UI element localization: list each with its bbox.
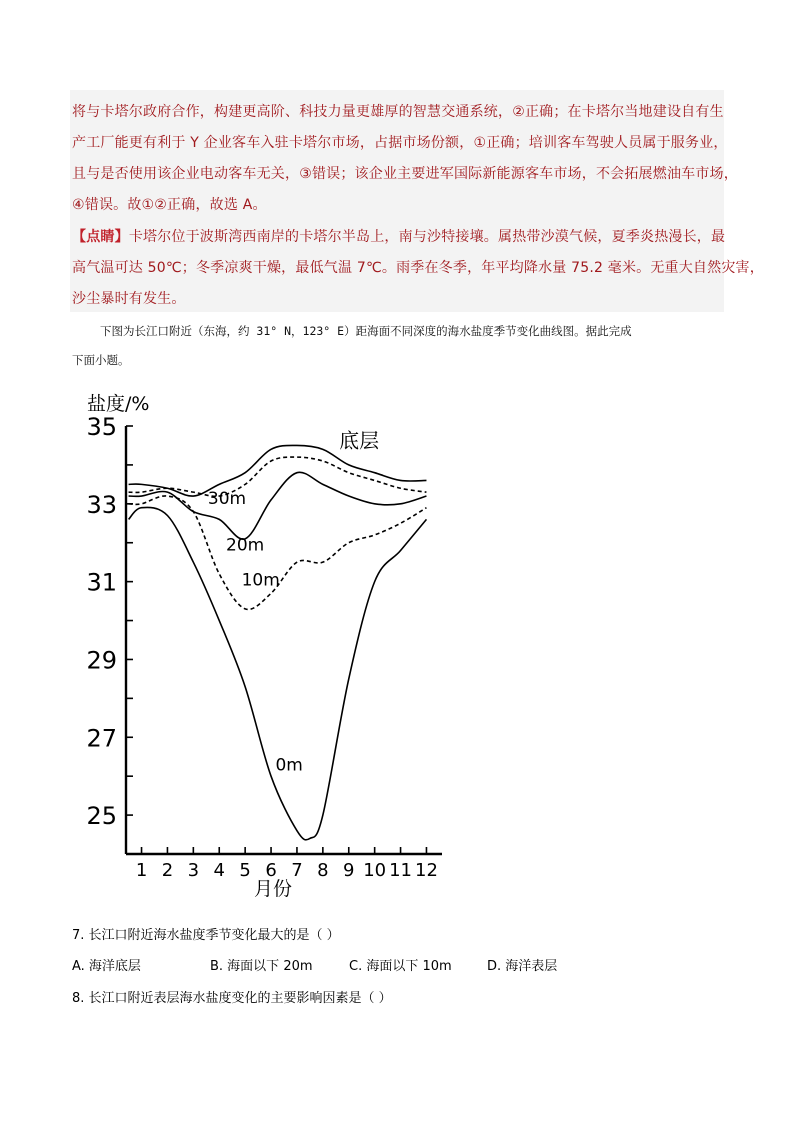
- series-label-20m: 20m: [226, 535, 265, 556]
- tip-line-1: [72, 226, 725, 246]
- y-tick-label: 33: [86, 490, 117, 519]
- q7-option-a[interactable]: A. 海洋底层: [72, 959, 141, 974]
- series-line-20m: [129, 472, 427, 539]
- x-axis-label: 月份: [254, 878, 293, 900]
- x-tick-label: 3: [187, 860, 200, 881]
- tip-line-3: 沙尘暴时有发生。: [72, 291, 186, 307]
- tip-label: 【点睛】: [72, 229, 129, 245]
- series-labels: [208, 428, 379, 775]
- tip-text-1: 卡塔尔位于波斯湾西南岸的卡塔尔半岛上，南与沙特接壤。属热带沙漠气候，夏季炎热漫长，最: [128, 229, 726, 245]
- y-axis-label: 盐度/%: [87, 393, 150, 415]
- x-tick-label: 11: [389, 860, 413, 881]
- x-tick-label: 5: [239, 860, 251, 881]
- series-line-0m: [129, 507, 427, 840]
- x-tick-label: 2: [161, 860, 174, 881]
- x-tick-label: 9: [343, 860, 355, 881]
- x-tick-label: 12: [415, 860, 438, 881]
- y-tick-label: 25: [86, 802, 117, 831]
- x-tick-label: 10: [363, 860, 387, 881]
- answer-line-2: 产工厂能更有利于 Y 企业客车入驻卡塔尔市场，占据市场份额，①正确；培训客车驾驶人员属于服务业，: [72, 135, 728, 151]
- q7-option-c[interactable]: C. 海面以下 10m: [349, 959, 452, 974]
- q7-option-b[interactable]: B. 海面以下 20m: [210, 959, 313, 974]
- series-line-10m: [129, 496, 427, 610]
- answer-line-1: 将与卡塔尔政府合作，构建更高阶、科技力量更雄厚的智慧交通系统，②正确；在卡塔尔当地建设自有生: [72, 104, 724, 120]
- intro-line-2: 下面小题。: [72, 353, 130, 367]
- chart-axes: [86, 413, 442, 881]
- series-label-0m: 0m: [275, 755, 303, 776]
- x-tick-label: 7: [291, 860, 303, 881]
- series-label-底层: 底层: [339, 428, 380, 453]
- y-tick-label: 29: [86, 646, 117, 675]
- question-7: 7. 长江口附近海水盐度季节变化最大的是（ ）: [72, 928, 340, 943]
- x-tick-label: 8: [317, 860, 329, 881]
- x-tick-label: 4: [213, 860, 225, 881]
- intro-line-1: 下图为长江口附近（东海，约 31° N，123° E）距海面不同深度的海水盐度季节变化曲线图。据此完成: [100, 324, 632, 338]
- chart-series: [129, 445, 427, 839]
- series-label-30m: 30m: [207, 488, 247, 509]
- y-tick-label: 27: [86, 724, 117, 753]
- x-tick-label: 6: [265, 860, 277, 881]
- salinity-chart: [70, 380, 470, 900]
- question-8: 8. 长江口附近表层海水盐度变化的主要影响因素是（ ）: [72, 991, 392, 1006]
- series-label-10m: 10m: [241, 570, 280, 591]
- y-tick-label: 31: [86, 568, 117, 597]
- tip-line-2: 高气温可达 50℃；冬季凉爽干燥，最低气温 7℃。雨季在冬季，年平均降水量 75.2 毫米。无重大自然灾害，: [72, 260, 764, 276]
- x-tick-label: 1: [135, 860, 148, 881]
- answer-line-4: ④错误。故①②正确，故选 A。: [72, 197, 267, 213]
- y-tick-label: 35: [86, 413, 117, 441]
- q7-option-d[interactable]: D. 海洋表层: [487, 959, 558, 974]
- answer-line-3: 且与是否使用该企业电动客车无关，③错误；该企业主要进军国际新能源客车市场，不会拓展燃油车市场，: [72, 166, 738, 182]
